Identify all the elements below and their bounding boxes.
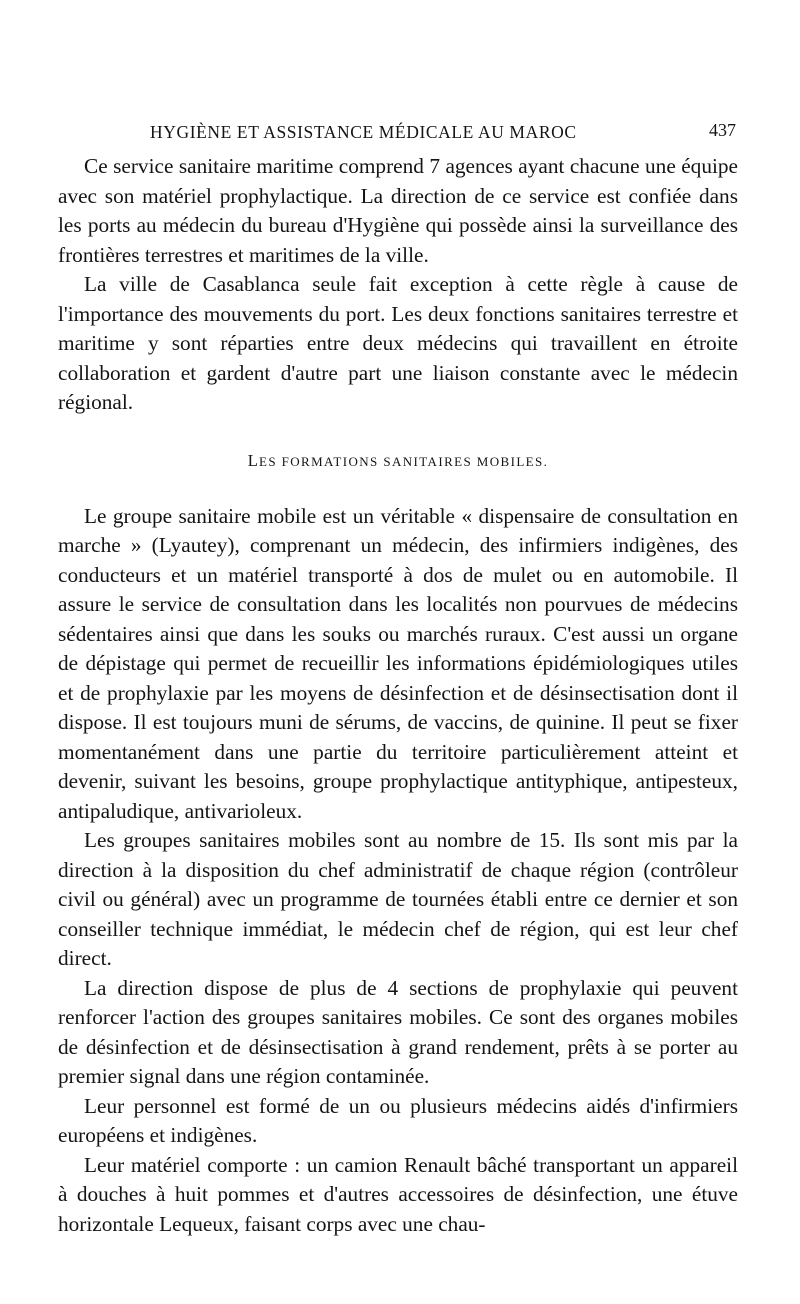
book-page bbox=[58, 118, 738, 1239]
paragraph-equipment: Leur matériel comporte : un camion Renault bâché transportant un appareil à douches à huit pommes et d'autres accessoires de désinfection, une étuve horizontale Lequeux, faisant corps avec une chau- bbox=[58, 1152, 738, 1236]
section-heading-initial: L bbox=[247, 450, 259, 470]
paragraph-personnel: Leur personnel est formé de un ou plusieurs médecins aidés d'infirmiers européens et indigènes. bbox=[58, 1093, 738, 1147]
running-title: HYGIÈNE ET ASSISTANCE MÉDICALE AU MAROC bbox=[150, 122, 577, 142]
paragraph-mobile-groups-count: Les groupes sanitaires mobiles sont au nombre de 15. Ils sont mis par la direction à la disposition du chef administratif de chaque région (contrôleur civil ou général) avec un programme de tournées établi entre ce dernier et son conseiller technique immédiat, le médecin chef de région, qui est leur chef direct. bbox=[58, 828, 738, 970]
running-head bbox=[58, 118, 738, 152]
section-heading bbox=[58, 451, 738, 471]
paragraph-casablanca: La ville de Casablanca seule fait exception à cette règle à cause de l'importance des mouvements du port. Les deux fonctions sanitaires terrestre et maritime y sont réparties entre deux médecins qui travaillent en étroite collaboration et gardent d'autre part une liaison constante avec le médecin régional. bbox=[58, 272, 738, 414]
section-heading-text: ES FORMATIONS SANITAIRES MOBILES. bbox=[258, 453, 549, 469]
page-number: 437 bbox=[709, 120, 736, 140]
paragraph-prophylaxis-sections: La direction dispose de plus de 4 sections de prophylaxie qui peuvent renforcer l'action des groupes sanitaires mobiles. Ce sont des organes mobiles de désinfection et de désinsectisation à grand rendement, prêts à se porter au premier signal dans une région contaminée. bbox=[58, 975, 738, 1088]
paragraph-mobile-group: Le groupe sanitaire mobile est un véritable « dispensaire de consultation en marche » (Lyautey), comprenant un médecin, des infirmiers indigènes, des conducteurs et un matériel transporté à dos de mulet ou en automobile. Il assure le service de consultation dans les localités non pourvues de médecins sédentaires ainsi que dans les souks ou marchés ruraux. C'est aussi un organe de dépistage qui permet de recueillir les informations épidémiologiques utiles et de prophylaxie par les moyens de désinfection et de désinsectisation dont il dispose. Il est toujours muni de sérums, de vaccins, de quinine. Il peut se fixer momentanément dans une partie du territoire particulièrement atteint et devenir, suivant les besoins, groupe prophylactique antityphique, antipesteux, antipaludique, antivarioleux. bbox=[58, 503, 738, 823]
paragraph-maritime-service: Ce service sanitaire maritime comprend 7 agences ayant chacune une équipe avec son matériel prophylactique. La direction de ce service est confiée dans les ports au médecin du bureau d'Hygiène qui possède ainsi la surveillance des frontières terrestres et maritimes de la ville. bbox=[58, 154, 738, 267]
